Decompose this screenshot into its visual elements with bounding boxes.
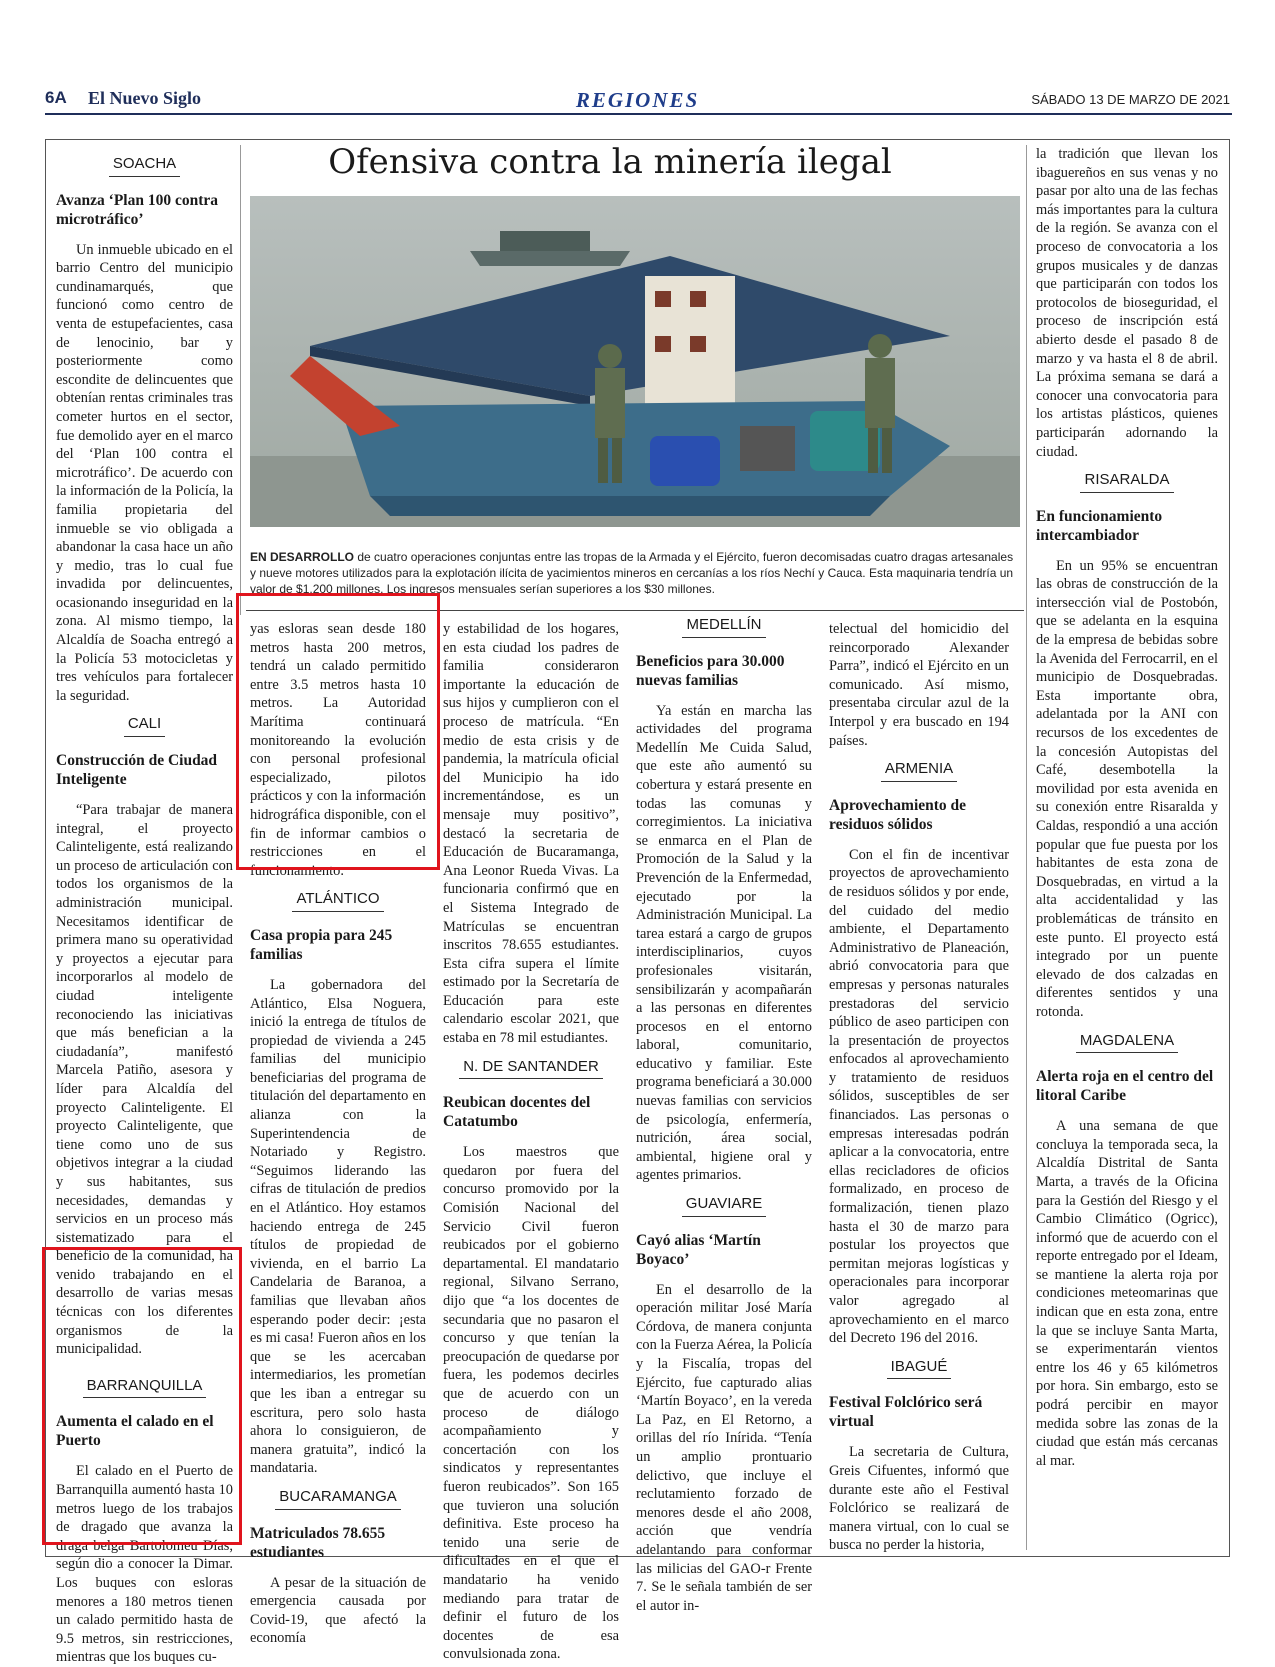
article-body: Ya están en marcha las actividades del programa Medellín Me Cuida Salud, que este año aumentó su cobertura y estará presente en todas las comunas y corregimientos. La iniciativa se enmarca en el Plan de Promoción de la Salud y la Prevención de la Enfermedad, ejecutado por la Administración Municipal. La tarea estará a cargo de grupos interdisciplinarios, cuyos profesionales visitarán, sensibilizarán y acompañarán a las personas en diferentes procesos en el entorno laboral, comunitario, educativo y familiar. Este programa beneficiará a 30.000 nuevas familias con servicios de psicología, enfermería, nutrición, área social, ambiental, higiene oral y agentes primarios. bbox=[636, 702, 812, 1184]
caption-text: de cuatro operaciones conjuntas entre las tropas de la Armada y el Ejército, fueron decomisadas cuatro dragas artesanales y nueve motores utilizados para la explotación ilícita de yacimientos mineros en cercanías a los ríos Nechí y Cauca. Esta maquinaria tendría un valor de $1.200 millones. Los ingresos mensuales serían superiores a los $30 millones. bbox=[250, 550, 1014, 596]
region-head: MAGDALENA bbox=[1036, 1032, 1218, 1054]
header-rule bbox=[45, 113, 1232, 115]
region-head: IBAGUÉ bbox=[829, 1358, 1009, 1380]
column-3 bbox=[443, 620, 619, 1664]
article-body: Los maestros que quedaron por fuera del concurso promovido por la Comisión Nacional del Servicio Civil fueron reubicados por el gobierno departamental. El mandatario regional, Silvano Serrano, dijo que “a los docentes de secundaria que no pasaron el concurso y que tenían la preocupación de quedarse por fuera, les podemos decirles que de acuerdo con un proceso de diálogo acompañamiento y concertación con los sindicatos y representantes fueron reubicados”. Son 165 que tuvieron una solución definitiva. Este proceso ha tenido una serie de dificultades en el que el mandatario ha venido mediando para tratar de definir el futuro de los docentes de esa convulsionada zona. bbox=[443, 1144, 619, 1663]
photo-caption bbox=[250, 549, 1020, 597]
caption-lead: EN DESARROLLO bbox=[250, 550, 355, 564]
article-continuation: telectual del homicidio del reincorporado Alexander Parra”, indicó el Ejército en un comunicado. Así mismo, presentaba circular azul de la Interpol y era buscado en 194 países. bbox=[829, 621, 1009, 749]
article-continuation: yas esloras sean desde 180 metros hasta 200 metros, tendrá un calado permitido entre 3.5 metros hasta 10 metros. La Autoridad Marítima continuará monitoreando la evolución con personal profesional especializado, pilotos prácticos y con la información hidrográfica disponible, con el fin de informar cambios o restricciones en el funcionamiento. bbox=[250, 621, 426, 879]
article-body: “Para trabajar de manera integral, el proyecto Calinteligente, está realizando un proceso de articulación con todos los organismos de la administración municipal. Necesitamos identificar de primera mano su operatividad y proyectos a ejecutar para incorporarlos al modelo de ciudad inteligente reconociendo las iniciativas que más benefician a la ciudadanía”, manifestó Marcela Patiño, asesora y líder para Alcaldía del proyecto Calinteligente. El proyecto Calinteligente, que tiene como uno de sus objetivos integrar a la ciudad y sus habitantes, sus necesidades, demandas y servicios en un proceso más sistematizado para el beneficio de la comunidad, ha venido trabajando en el desarrollo de varias mesas técnicas con los diferentes organismos de la municipalidad. bbox=[56, 802, 233, 1358]
region-head: ARMENIA bbox=[829, 760, 1009, 782]
article-body: El calado en el Puerto de Barranquilla aumentó hasta 10 metros luego de los trabajos de dragado que avanza la draga belga Bartolomeu Días, según dio a conocer la Dimar. Los buques con esloras menores a 180 metros tienen un calado permitido hasta de 9.5 metros, sin restricciones, mientras que los buques cu- bbox=[56, 1463, 233, 1666]
section-title: REGIONES bbox=[575, 88, 700, 112]
highlight-box-barranquilla bbox=[42, 1247, 242, 1545]
region-head: BARRANQUILLA bbox=[56, 1377, 233, 1399]
article-title: Construcción de Ciudad Inteligente bbox=[56, 752, 218, 789]
issue-date: SÁBADO 13 DE MARZO DE 2021 bbox=[1031, 92, 1230, 107]
article-title: En funcionamiento intercambiador bbox=[1036, 507, 1163, 544]
article-body: A una semana de que concluya la temporada seca, la Alcaldía Distrital de Santa Marta, a través de la Oficina para la Gestión del Riesgo y el Cambio Climático (Ogricc), informó que de acuerdo con el reporte entregado por el Ideam, se mantiene la alerta roja por condiciones meteomarinas que indican que en esta zona, entre la que se incluye Santa Marta, se experimentarán vientos entre los 46 y 65 kilómetros por hora. Sin embargo, esto se podrá percibir en mayor medida sobre las zonas de la ciudad que están más cercanas al mar. bbox=[1036, 1118, 1218, 1469]
column-4 bbox=[636, 612, 812, 1615]
article-title: Casa propia para 245 familias bbox=[250, 926, 393, 963]
column-5 bbox=[829, 620, 1009, 1555]
article-title: Beneficios para 30.000 nuevas familias bbox=[636, 652, 785, 689]
article-title: Aprovechamiento de residuos sólidos bbox=[829, 796, 967, 833]
page-number: 6A bbox=[45, 88, 67, 107]
column-rule bbox=[1026, 145, 1027, 1550]
main-headline: Ofensiva contra la minería ilegal bbox=[328, 142, 892, 182]
region-head: RISARALDA bbox=[1036, 471, 1218, 493]
region-head: MEDELLÍN bbox=[636, 616, 812, 638]
article-body: En el desarrollo de la operación militar José María Córdova, de manera conjunta con la Fuerza Aérea, la Policía y la Fiscalía, tropas del Ejército, fue capturado alias ‘Martín Boyaco’, en la vereda La Paz, en El Retorno, a orillas del río Inírida. “Tenía un amplio prontuario delictivo, que incluye el reclutamiento forzado de menores desde el año 2008, acción que vendría adelantando para conformar las milicias del GAO-r Frente 7. Se le señala también de ser el autor in- bbox=[636, 1281, 812, 1614]
article-title: Matriculados 78.655 estudiantes bbox=[250, 1524, 386, 1561]
article-title: Reubican docentes del Catatumbo bbox=[443, 1094, 591, 1131]
article-body: La gobernadora del Atlántico, Elsa Noguera, inició la entrega de títulos de propiedad de vivienda a 245 familias del municipio beneficiarias del programa de titulación del departamento en alianza con la Superintendencia de Notariado y Registro. “Seguimos liderando las cifras de titulación de predios en el Atlántico. Hoy estamos haciendo entrega de 245 títulos de propiedad de vivienda, en el barrio La Candelaria de Baranoa, a familias que llevaban años esperando poder decir: ¡esta es mi casa! Fueron años en los que se les acercaban intermediarios, les prometían que les iban a entregar su escritura, pero solo hasta ahora lo consiguieron, de manera gratuita”, indicó la mandataria. bbox=[250, 976, 426, 1477]
article-title: Alerta roja en el centro del litoral Caribe bbox=[1036, 1068, 1214, 1105]
article-title: Aumenta el calado en el Puerto bbox=[56, 1413, 214, 1450]
column-6 bbox=[1036, 145, 1218, 1470]
region-head: GUAVIARE bbox=[636, 1195, 812, 1217]
article-continuation: la tradición que llevan los ibaguereños en sus venas y no pasar por alto una de las fechas más importantes para la cultura de la región. Se avanza con el proceso de convocatoria a los grupos musicales y de danzas que participarán con todos los protocolos de bioseguridad, el proceso de inscripción está abierto desde el pasado 8 de marzo y va hasta el 8 de abril. La próxima semana se dará a conocer una convocatoria para los artistas plásticos, quienes participarán adornando la ciudad. bbox=[1036, 146, 1218, 460]
highlight-box-continuation bbox=[236, 593, 440, 870]
article-body: Un inmueble ubicado en el barrio Centro del municipio cundinamarqués, que funcionó como centro de venta de estupefacientes, casa de lenocinio, bar y posteriormente como escondite de delincuentes que obtenían rentas criminales tras cometer hurtos en el sector, fue demolido ayer en el marco del ‘Plan 100 contra el microtráfico’. De acuerdo con la información de la Policía, la familia propietaria del inmueble se vio obligada a abandonar la casa hace un año y medio, tras lo cual fue invadida por delincuentes, ocasionando inseguridad en la zona. Al mismo tiempo, la Alcaldía de Soacha entregó a la Policía 53 motocicletas y tres vehículos para fortalecer la seguridad. bbox=[56, 241, 233, 704]
region-head: CALI bbox=[56, 715, 233, 737]
article-body: A pesar de la situación de emergencia causada por Covid-19, que afectó la economía bbox=[250, 1574, 426, 1647]
article-title: Festival Folclórico será virtual bbox=[829, 1394, 983, 1431]
article-body: En un 95% se encuentran las obras de construcción de la intersección vial de Postobón, que se adelanta en la esquina de la empresa de bebidas sobre la Avenida del Ferrocarril, en el municipio de Dosquebradas. Esta importante obra, adelantada por la ANI con recursos de los excedentes de la concesión Autopistas del Café, desembotella la movilidad por esta avenida en su conexión entre Risaralda y Caldas, respondió a una acción popular que fue puesta por los habitantes de esta zona de Dosquebradas, en virtud a la alta accidentalidad y las problemáticas de tránsito en este punto. El proyecto está integrado por un puente elevado de dos calzadas en diferentes sentidos y una rotonda. bbox=[1036, 557, 1218, 1020]
main-photo bbox=[250, 196, 1020, 527]
article-title: Avanza ‘Plan 100 contra microtráfico’ bbox=[56, 191, 219, 228]
article-continuation: y estabilidad de los hogares, en esta ciudad los padres de familia consideraron importante la educación de sus hijos y cumplieron con el proceso de matrícula. “En medio de esta crisis y de pandemia, la matrícula oficial del Municipio ha ido incrementándose, es un mensaje muy positivo”, destacó la secretaria de Educación de Bucaramanga, Ana Leonor Rueda Vivas. La funcionaria confirmó que en el Sistema Integrado de Matrículas se encuentran inscritos 78.655 estudiantes. Esta cifra supera el límite estimado por la Secretaría de Educación para este calendario escolar 2021, que estaba en 78 mil estudiantes. bbox=[443, 621, 619, 1047]
region-head: N. DE SANTANDER bbox=[443, 1058, 619, 1080]
region-head: BUCARAMANGA bbox=[250, 1488, 426, 1510]
region-head: ATLÁNTICO bbox=[250, 890, 426, 912]
region-head: SOACHA bbox=[56, 155, 233, 177]
article-title: Cayó alias ‘Martín Boyaco’ bbox=[636, 1231, 761, 1268]
article-body: La secretaria de Cultura, Greis Cifuentes, informó que durante este año el Festival Folclórico se realizará de manera virtual, con lo cual se busca no perder la historia, bbox=[829, 1444, 1009, 1554]
column-rule bbox=[240, 145, 241, 615]
newspaper-name: El Nuevo Siglo bbox=[88, 88, 202, 108]
article-body: Con el fin de incentivar proyectos de aprovechamiento de residuos sólidos y por ende, del cuidado del medio ambiente, el Departamento Administrativo de Planeación, abrió convocatoria para que empresas y personas naturales prestadoras del servicio público de aseo participen con la presentación de proyectos enfocados al aprovechamiento y tratamiento de residuos sólidos, susceptibles de ser financiados. Las personas o empresas interesadas podrán aplicar a la convocatoria, entre ellas recicladores de oficios formalizado, en proceso de formalización, tienen plazo hasta el 30 de marzo para postular los proyectos que permitan mejoras logísticas y operacionales para incorporar valor agregado al aprovechamiento en el marco del Decreto 196 del 2016. bbox=[829, 846, 1009, 1347]
